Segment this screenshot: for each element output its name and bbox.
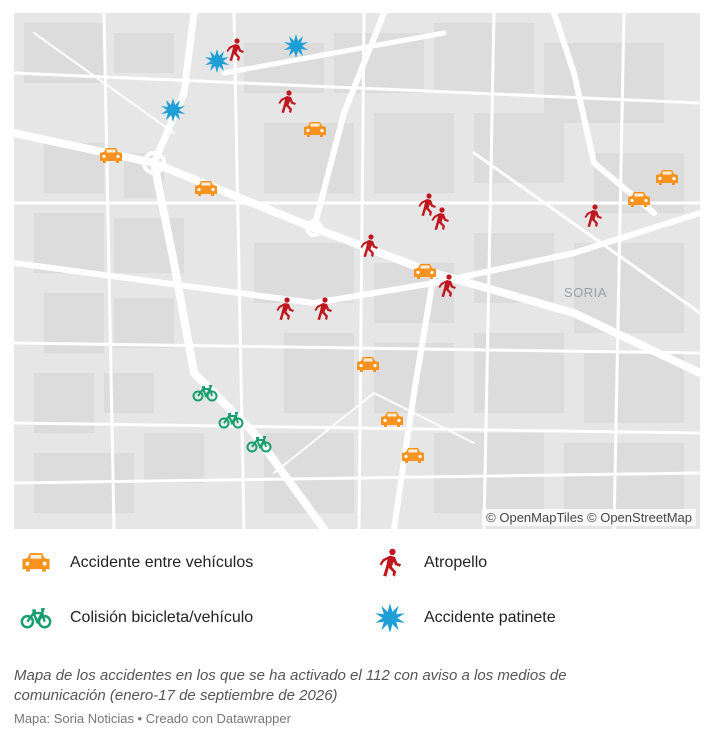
legend-item-bicycle[interactable]: [18, 602, 253, 634]
pedestrian-icon[interactable]: [427, 206, 453, 232]
street-basemap: [14, 13, 700, 529]
pedestrian-icon[interactable]: [434, 273, 460, 299]
pedestrian-icon[interactable]: [274, 89, 300, 115]
legend-item-pedestrian[interactable]: [372, 547, 487, 579]
bicycle-icon[interactable]: [192, 380, 218, 406]
map-caption: Mapa de los accidentes en los que se ha activado el 112 con aviso a los medios de comunicación (enero-17 de septiembre de 2026): [14, 667, 567, 704]
car-icon[interactable]: [302, 117, 328, 143]
car-icon: [18, 547, 54, 579]
map-container[interactable]: [14, 13, 700, 529]
scooter-accident-icon[interactable]: [160, 97, 186, 123]
car-icon[interactable]: [654, 165, 680, 191]
bicycle-icon[interactable]: [246, 431, 272, 457]
pedestrian-icon[interactable]: [272, 296, 298, 322]
legend-label-pedestrian: Atropello: [424, 554, 488, 571]
scooter-accident-icon[interactable]: [204, 48, 230, 74]
map-attribution[interactable]: © OpenMapTiles © OpenStreetMap: [482, 509, 696, 526]
scooter-accident-icon: [372, 602, 408, 634]
legend-item-scooter[interactable]: [372, 602, 556, 634]
pedestrian-icon[interactable]: [580, 203, 606, 229]
scooter-accident-icon[interactable]: [283, 33, 309, 59]
city-label: SORIA: [564, 285, 607, 300]
legend-label-vehicle: Accidente entre vehículos: [70, 554, 254, 571]
legend-item-vehicle[interactable]: [18, 547, 253, 579]
car-icon[interactable]: [400, 443, 426, 469]
pedestrian-icon[interactable]: [356, 233, 382, 259]
map-source: Mapa: Soria Noticias • Creado con Datawrapper: [14, 711, 291, 726]
car-icon[interactable]: [98, 143, 124, 169]
bicycle-icon: [18, 602, 54, 634]
car-icon[interactable]: [379, 407, 405, 433]
pedestrian-icon: [372, 547, 408, 579]
legend-label-scooter: Accidente patinete: [424, 609, 556, 626]
legend: [14, 545, 704, 655]
pedestrian-icon[interactable]: [310, 296, 336, 322]
car-icon[interactable]: [355, 352, 381, 378]
car-icon[interactable]: [193, 176, 219, 202]
legend-label-bicycle: Colisión bicicleta/vehículo: [70, 609, 254, 626]
car-icon[interactable]: [626, 187, 652, 213]
bicycle-icon[interactable]: [218, 407, 244, 433]
